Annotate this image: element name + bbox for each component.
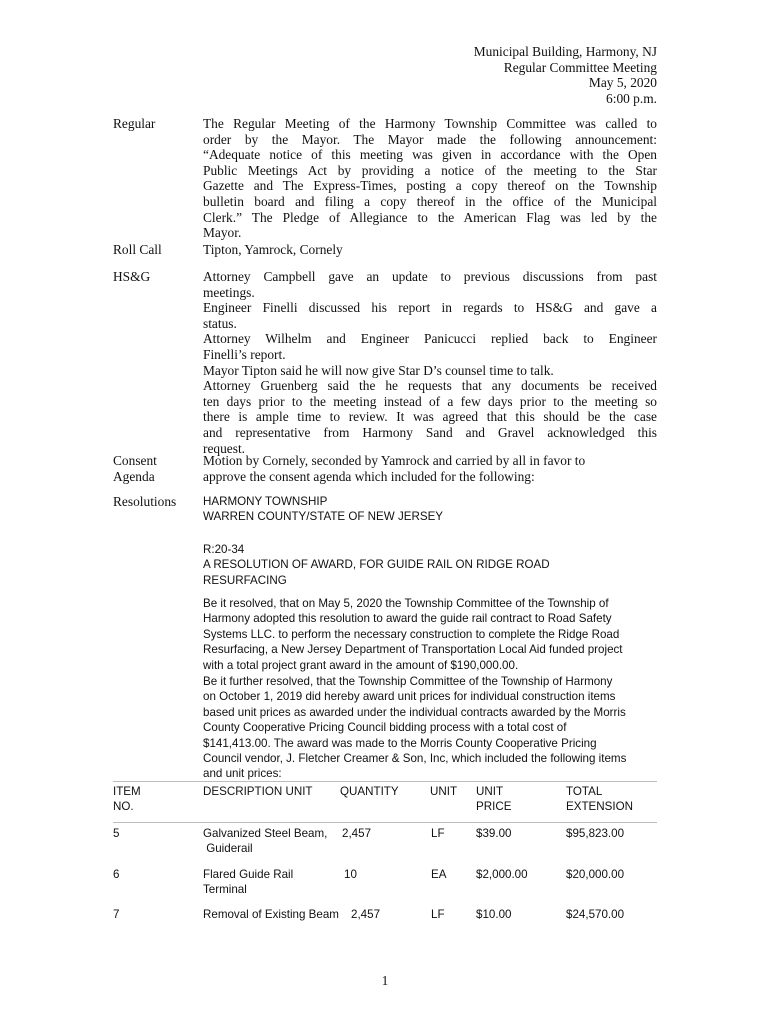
table-header-rule [113,822,657,823]
page-number: 1 [381,973,389,988]
resolution-number: R:20-34 [203,543,245,556]
text-line: status. [203,315,237,331]
description-line: Guiderail [203,842,253,856]
text-line: Attorney Gruenberg said the he requests that any documents be received [203,378,657,394]
cell-unit-price: $10.00 [476,908,512,921]
text-line: The Regular Meeting of the Harmony Township Committee was called to [203,116,657,131]
column-header-unit: UNIT [430,785,458,798]
text-line: Resurfacing, a New Jersey Department of Transportation Local Aid funded project [203,643,623,657]
text-line: on October 1, 2019 did hereby award unit prices for individual construction items [203,690,616,704]
header-meeting-type: Regular Committee Meeting [503,59,657,75]
meeting-header [474,44,657,106]
text-line: Attorney Wilhelm and Engineer Panicucci replied back to Engineer [203,331,657,347]
text-line: approve the consent agenda which included for the following: [203,468,535,484]
cell-item: 5 [113,827,120,840]
text-line: bulletin board and filing a copy thereof in the office of the Municipal [203,193,657,209]
text-line: meetings. [203,284,255,300]
header-line: NO. [113,800,134,814]
cell-quantity: 2,457 [351,908,381,921]
text-line: County Cooperative Pricing Council bidding process with a total cost of [203,721,567,735]
cell-quantity: 2,457 [342,827,372,840]
cell-item: 6 [113,868,120,881]
cell-unit-price: $39.00 [476,827,512,840]
header-line: PRICE [476,800,512,814]
text-line: Be it further resolved, that the Township Committee of the Township of Harmony [203,675,613,688]
column-header-description: DESCRIPTION UNIT [203,785,313,798]
text-line: “Adequate notice of this meeting was given in accordance with the Open [203,147,657,163]
section-label-resolutions: Resolutions [113,494,177,509]
text-line: Finelli’s report. [203,346,286,362]
text-line: Gazette and The Express-Times, posting a copy thereof on the Township [203,178,657,194]
cell-quantity: 10 [344,868,357,881]
hsg-paragraph [203,269,657,456]
text-line: ten days prior to the meeting instead of a few days prior to the meeting so [203,393,657,409]
cell-total: $95,823.00 [566,827,625,840]
label-line: Agenda [113,468,155,484]
column-header-total-extension [566,784,633,815]
text-line: Engineer Finelli discussed his report in regards to HS&G and gave a [203,300,657,316]
text-line: Council vendor, J. Fletcher Creamer & Son, Inc, which included the following items [203,752,627,766]
text-line: Motion by Cornely, seconded by Yamrock and carried by all in favor to [203,453,586,468]
column-header-quantity: QUANTITY [340,785,399,798]
text-line: Be it resolved, that on May 5, 2020 the Township Committee of the Township of [203,597,609,610]
text-line: Harmony adopted this resolution to award the guide rail contract to Road Safety [203,612,612,626]
column-header-unit-price [476,784,511,815]
header-location: Municipal Building, Harmony, NJ [473,44,657,59]
text-line: $141,413.00. The award was made to the Morris County Cooperative Pricing [203,736,597,750]
consent-paragraph [203,453,657,484]
column-header-item [113,784,141,815]
text-line: and representative from Harmony Sand and Gravel acknowledged this [203,424,657,440]
text-line: Mayor. [203,225,242,241]
section-label-hsg: HS&G [113,269,151,284]
resolution-heading [203,494,663,525]
cell-description [203,867,293,898]
text-line: request. [203,440,246,456]
section-label-roll-call: Roll Call [113,242,162,257]
title-line: RESURFACING [203,573,287,587]
cell-unit: LF [431,908,445,921]
header-date: May 5, 2020 [588,75,657,91]
regular-paragraph [203,116,657,241]
table-top-rule [113,781,657,782]
text-line: order by the Mayor. The Mayor made the following announcement: [203,131,657,147]
title-line: A RESOLUTION OF AWARD, FOR GUIDE RAIL ON RIDGE ROAD [203,558,550,572]
header-line: TOTAL [566,785,603,798]
cell-description: Removal of Existing Beam [203,908,339,921]
description-line: Galvanized Steel Beam, [203,827,328,840]
text-line: based unit prices as awarded under the individual contracts awarded by the Morris [203,705,626,719]
header-line: EXTENSION [566,800,633,814]
text-line: Attorney Campbell gave an update to previous discussions from past [203,269,657,284]
heading-line: WARREN COUNTY/STATE OF NEW JERSEY [203,510,444,524]
text-line: there is ample time to review. It was agreed that this should be the case [203,409,657,425]
text-line: and unit prices: [203,767,282,781]
text-line: with a total project grant award in the amount of $190,000.00. [203,658,519,672]
cell-item: 7 [113,908,120,921]
section-label-consent-agenda [113,453,157,484]
cell-total: $24,570.00 [566,908,625,921]
cell-total: $20,000.00 [566,868,625,881]
section-label-regular: Regular [113,116,156,131]
cell-description [203,826,327,857]
heading-line: HARMONY TOWNSHIP [203,495,328,508]
cell-unit-price: $2,000.00 [476,868,528,881]
header-time: 6:00 p.m. [606,90,657,106]
description-line: Flared Guide Rail [203,868,294,881]
header-line: ITEM [113,785,141,798]
resolution-paragraph-2 [203,674,663,782]
cell-unit: LF [431,827,445,840]
resolution-title [203,542,663,588]
cell-unit: EA [431,868,447,881]
resolution-paragraph-1 [203,596,663,673]
header-line: UNIT [476,785,504,798]
roll-call-text: Tipton, Yamrock, Cornely [203,242,343,257]
text-line: Systems LLC. to perform the necessary construction to complete the Ridge Road [203,627,620,641]
description-line: Terminal [203,883,247,897]
text-line: Mayor Tipton said he will now give Star D’s counsel time to talk. [203,362,554,378]
text-line: Public Meetings Act by providing a notice of the meeting to the Star [203,162,657,178]
label-line: Consent [113,453,157,468]
text-line: Clerk.” The Pledge of Allegiance to the American Flag was led by the [203,209,657,225]
